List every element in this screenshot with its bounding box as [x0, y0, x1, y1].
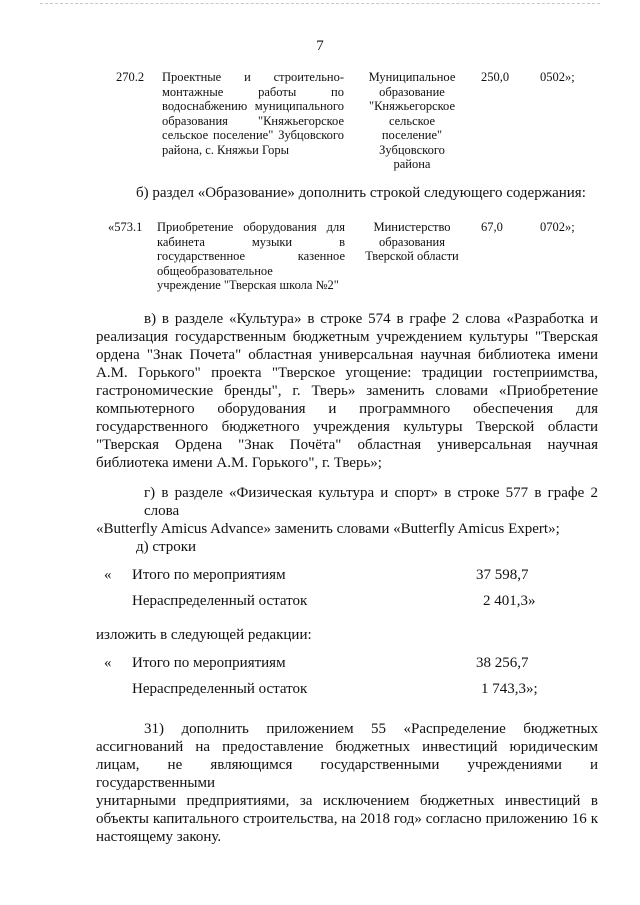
old-total-value: 37 598,7	[476, 567, 529, 583]
new-rows-quote: «	[104, 655, 112, 671]
section-v-line: "Тверская Ордена "Знак Почёта" областная универсальная научная	[96, 437, 598, 453]
row-573-1-description	[157, 220, 345, 293]
row-270-2-desc-line: образования "Княжьегорское	[162, 113, 344, 128]
section-v-line: компьютерного оборудования и программного обеспечения для	[96, 401, 598, 417]
row-270-2-org-line: поселение"	[381, 128, 443, 142]
row-270-2-organization	[358, 70, 466, 172]
section-v-paragraph	[96, 310, 598, 472]
section-31-line: унитарными предприятиями, за исключением бюджетных инвестиций в	[96, 793, 598, 809]
section-v-line: реализация государственным бюджетным учреждением культуры "Тверская	[96, 329, 598, 345]
section-31-paragraph	[96, 720, 598, 846]
row-270-2-code: 0502»;	[540, 70, 575, 84]
section-g-line: г) в разделе «Физическая культура и спорт» в строке 577 в графе 2 слова	[144, 485, 598, 519]
section-31-line: объекты капитального строительства, на 2018 год» согласно приложению 16 к	[96, 811, 598, 827]
section-v-line: А.М. Горького" проекта "Тверское угощение: традиции гостеприимства,	[96, 365, 598, 381]
row-270-2-amount: 250,0	[481, 70, 510, 84]
row-573-1-desc-line: кабинета музыки в	[157, 234, 345, 249]
scan-top-border	[40, 3, 600, 4]
section-31-line: настоящему закону.	[96, 829, 222, 845]
row-573-1-desc-line: общеобразовательное	[157, 263, 273, 278]
restate-text: изложить в следующей редакции:	[96, 627, 312, 643]
old-rest-label: Нераспределенный остаток	[132, 593, 308, 609]
old-total-label: Итого по мероприятиям	[132, 567, 286, 583]
row-573-1-org-line: Тверской области	[365, 249, 459, 263]
row-270-2-desc-line: сельское поселение" Зубцовского	[162, 128, 344, 142]
section-d-text: д) строки	[136, 539, 197, 555]
row-573-1-org-line: образования	[379, 234, 445, 249]
page-number: 7	[316, 38, 324, 54]
row-573-1-code: 0702»;	[540, 220, 575, 234]
row-270-2-org-line: сельское	[388, 113, 436, 128]
section-b-text: б) раздел «Образование» дополнить строкой следующего содержания:	[136, 185, 586, 201]
row-573-1-desc-line: государственное казенное	[157, 249, 345, 263]
row-573-1-organization	[358, 220, 466, 264]
row-573-1-desc-line: Приобретение оборудования для	[157, 220, 345, 234]
section-31-line: ассигнований на предоставление бюджетных инвестиций юридическим	[96, 739, 598, 755]
row-573-1-desc-line: учреждение "Тверская школа №2"	[157, 278, 339, 292]
row-270-2-desc-line: Проектные и строительно-	[162, 70, 344, 84]
new-total-label: Итого по мероприятиям	[132, 655, 286, 671]
section-g-paragraph	[96, 484, 598, 538]
old-rest-value: 2 401,3»	[483, 593, 536, 609]
new-rest-value: 1 743,3»;	[481, 681, 538, 697]
row-573-1-amount: 67,0	[481, 220, 503, 234]
row-573-1-number: «573.1	[108, 220, 143, 234]
row-270-2-desc-line: водоснабжению муниципального	[162, 99, 344, 113]
section-v-line: гастрономические бренды", г. Тверь» заменить словами «Приобретение	[96, 383, 598, 399]
row-270-2-org-line: Муниципальное	[368, 70, 456, 84]
row-270-2-org-line: "Княжьегорское	[368, 99, 456, 113]
row-270-2-desc-line: монтажные работы по	[162, 84, 344, 99]
row-573-1-org-line: Министерство	[373, 220, 451, 234]
section-v-line: библиотека имени А.М. Горького", г. Тверь»;	[96, 455, 382, 471]
section-v-line: ордена "Знак Почета" областная универсальная научная библиотека имени	[96, 347, 598, 363]
new-total-value: 38 256,7	[476, 655, 529, 671]
row-270-2-number: 270.2	[116, 70, 145, 84]
section-v-line: государственного бюджетного учреждения культуры Тверской области	[96, 419, 598, 435]
section-g-line: «Butterfly Amicus Advance» заменить словами «Butterfly Amicus Expert»;	[96, 521, 560, 537]
row-270-2-desc-line: района, с. Княжьи Горы	[162, 142, 289, 157]
section-31-line: лицам, не являющимся государственными учреждениями и государственными	[96, 757, 598, 791]
row-270-2-description	[162, 70, 344, 157]
row-270-2-org-line: образование	[379, 84, 445, 99]
new-rest-label: Нераспределенный остаток	[132, 681, 308, 697]
old-rows-quote: «	[104, 567, 112, 583]
row-270-2-org-line: Зубцовского	[379, 142, 445, 157]
row-270-2-org-line: района	[393, 157, 431, 171]
section-31-line: 31) дополнить приложением 55 «Распределение бюджетных	[144, 721, 598, 737]
section-v-line: в) в разделе «Культура» в строке 574 в графе 2 слова «Разработка и	[144, 311, 598, 327]
